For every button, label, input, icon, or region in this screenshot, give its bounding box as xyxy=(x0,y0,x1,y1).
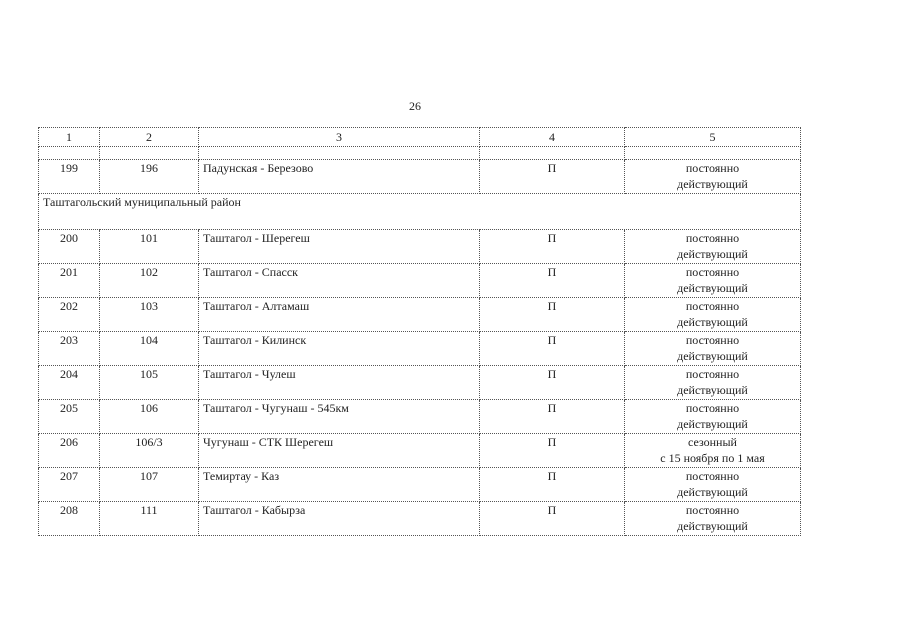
route-mode-line-1: постоянно xyxy=(685,333,740,347)
route-name: Таштагол - Килинск xyxy=(199,332,480,366)
route-mode-line-2: действующий xyxy=(677,519,748,533)
route-mode-line-2: действующий xyxy=(677,177,748,191)
route-reg-number: 102 xyxy=(100,264,199,298)
route-reg-number: 107 xyxy=(100,468,199,502)
row-number: 208 xyxy=(39,502,100,536)
route-mode-line-1: постоянно xyxy=(685,503,740,517)
route-name: Падунская - Березово xyxy=(199,160,480,194)
spacer-cell xyxy=(100,147,199,160)
routes-table xyxy=(38,127,801,536)
table-row xyxy=(39,434,801,468)
route-type: П xyxy=(480,400,625,434)
route-reg-number: 196 xyxy=(100,160,199,194)
row-number: 199 xyxy=(39,160,100,194)
route-mode-line-2: действующий xyxy=(677,383,748,397)
route-mode-line-2: действующий xyxy=(677,485,748,499)
route-mode xyxy=(625,502,801,536)
table-row xyxy=(39,502,801,536)
header-cell-5: 5 xyxy=(625,128,801,147)
route-name: Таштагол - Шерегеш xyxy=(199,230,480,264)
route-mode-line-1: постоянно xyxy=(685,299,740,313)
row-number: 203 xyxy=(39,332,100,366)
route-mode xyxy=(625,468,801,502)
route-reg-number: 111 xyxy=(100,502,199,536)
spacer-cell xyxy=(625,147,801,160)
header-cell-4: 4 xyxy=(480,128,625,147)
table-row xyxy=(39,468,801,502)
row-number: 201 xyxy=(39,264,100,298)
route-mode xyxy=(625,298,801,332)
route-mode-line-2: действующий xyxy=(677,247,748,261)
route-name: Темиртау - Каз xyxy=(199,468,480,502)
row-number: 202 xyxy=(39,298,100,332)
header-cell-3: 3 xyxy=(199,128,480,147)
route-mode-line-2: действующий xyxy=(677,417,748,431)
route-mode-line-2: с 15 ноября по 1 мая xyxy=(660,451,765,465)
route-mode-line-2: действующий xyxy=(677,281,748,295)
row-number: 200 xyxy=(39,230,100,264)
table-body xyxy=(39,128,801,536)
section-row xyxy=(39,194,801,230)
route-mode-line-1: постоянно xyxy=(685,265,740,279)
spacer-row xyxy=(39,147,801,160)
row-number: 206 xyxy=(39,434,100,468)
route-type: П xyxy=(480,366,625,400)
spacer-cell xyxy=(480,147,625,160)
route-name: Таштагол - Алтамаш xyxy=(199,298,480,332)
table-row xyxy=(39,366,801,400)
header-row xyxy=(39,128,801,147)
header-cell-1: 1 xyxy=(39,128,100,147)
route-reg-number: 105 xyxy=(100,366,199,400)
route-reg-number: 101 xyxy=(100,230,199,264)
route-mode xyxy=(625,332,801,366)
route-name: Таштагол - Спасск xyxy=(199,264,480,298)
route-mode-line-1: постоянно xyxy=(685,367,740,381)
table-row xyxy=(39,332,801,366)
route-type: П xyxy=(480,264,625,298)
route-type: П xyxy=(480,230,625,264)
table-row xyxy=(39,230,801,264)
route-mode-line-2: действующий xyxy=(677,349,748,363)
table-row xyxy=(39,160,801,194)
header-cell-2: 2 xyxy=(100,128,199,147)
route-mode-line-2: действующий xyxy=(677,315,748,329)
spacer-cell xyxy=(199,147,480,160)
route-reg-number: 103 xyxy=(100,298,199,332)
route-name: Таштагол - Чугунаш - 545км xyxy=(199,400,480,434)
route-mode xyxy=(625,434,801,468)
spacer-cell xyxy=(39,147,100,160)
table-row xyxy=(39,264,801,298)
table-row xyxy=(39,298,801,332)
row-number: 205 xyxy=(39,400,100,434)
row-number: 204 xyxy=(39,366,100,400)
route-name: Таштагол - Кабырза xyxy=(199,502,480,536)
route-name: Таштагол - Чулеш xyxy=(199,366,480,400)
route-type: П xyxy=(480,298,625,332)
route-type: П xyxy=(480,468,625,502)
route-type: П xyxy=(480,160,625,194)
route-type: П xyxy=(480,332,625,366)
table-row xyxy=(39,400,801,434)
route-reg-number: 106/3 xyxy=(100,434,199,468)
section-title: Таштагольский муниципальный район xyxy=(39,194,801,230)
route-mode-line-1: сезонный xyxy=(688,435,737,449)
route-mode xyxy=(625,160,801,194)
route-mode xyxy=(625,400,801,434)
route-mode xyxy=(625,366,801,400)
route-mode-line-1: постоянно xyxy=(685,401,740,415)
route-mode xyxy=(625,264,801,298)
route-mode xyxy=(625,230,801,264)
route-mode-line-1: постоянно xyxy=(685,161,740,175)
route-name: Чугунаш - СТК Шерегеш xyxy=(199,434,480,468)
route-mode-line-1: постоянно xyxy=(685,231,740,245)
route-reg-number: 106 xyxy=(100,400,199,434)
route-reg-number: 104 xyxy=(100,332,199,366)
page-number: 26 xyxy=(409,99,421,113)
route-type: П xyxy=(480,434,625,468)
row-number: 207 xyxy=(39,468,100,502)
route-mode-line-1: постоянно xyxy=(685,469,740,483)
route-type: П xyxy=(480,502,625,536)
